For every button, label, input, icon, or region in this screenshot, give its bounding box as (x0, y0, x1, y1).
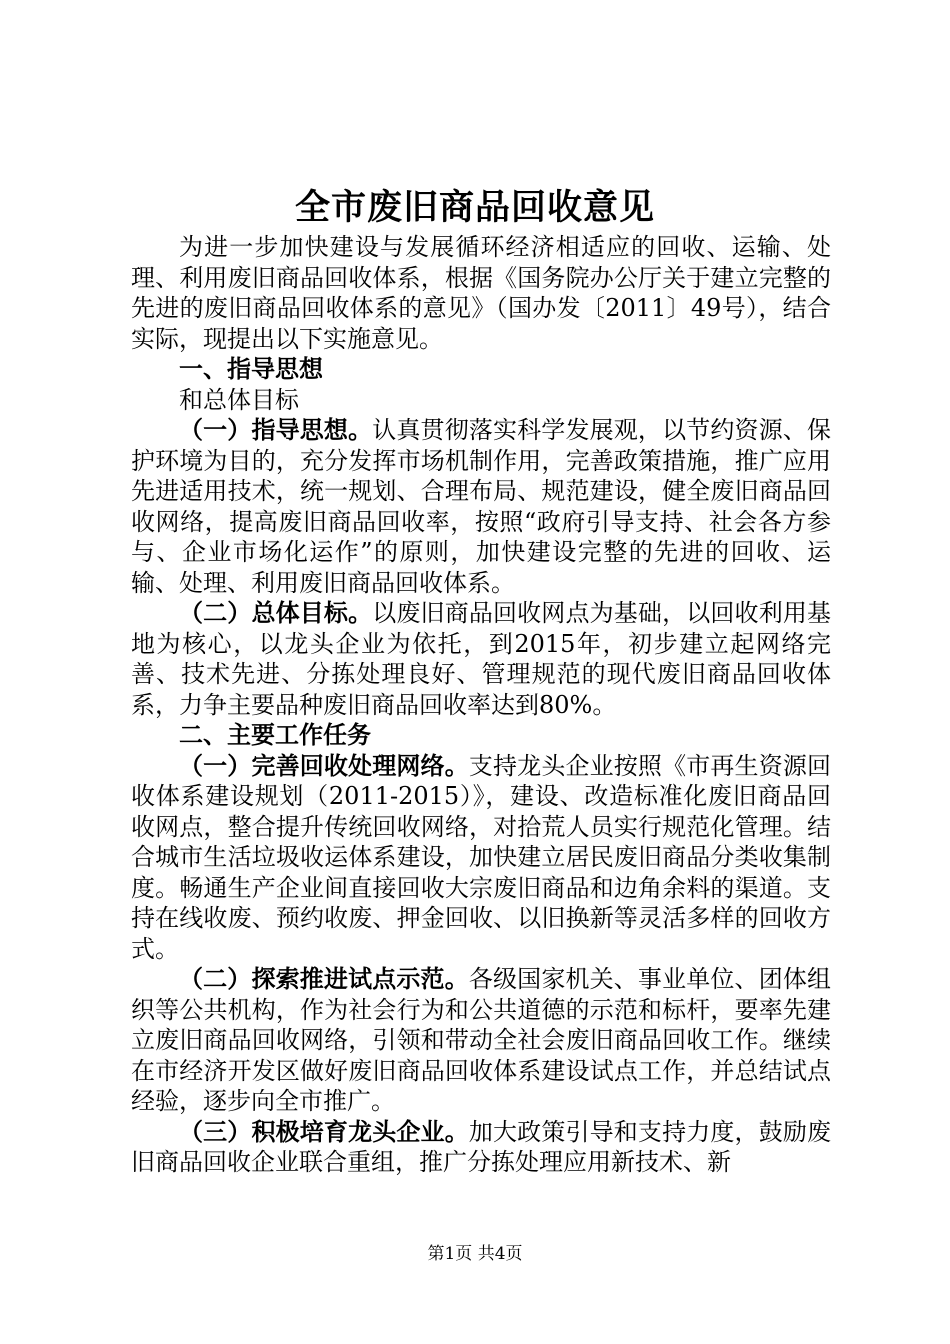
section1-paragraph-1 (131, 415, 831, 598)
section1-heading-cont: 和总体目标 (179, 385, 299, 414)
paragraph-text: 加大政策引导和支持力度，鼓励废旧商品回收企业联合重组，推广分拣处理应用新技术、新 (131, 1117, 832, 1176)
paragraph-text: 支持龙头企业按照《市再生资源回收体系建设规划（2011-2015）》，建设、改造标准化废旧商品回收网点，整合提升传统回收网络，对拾荒人员实行规范化管理。结合城市生活垃圾收运体系建设，加快建立居民废旧商品分类收集制度。畅通生产企业间直接回收大宗废旧商品和边角余料的渠道。支持在线收废、预约收废、押金回收、以旧换新等灵活多样的回收方式。 (131, 751, 832, 963)
section2-paragraph-2 (131, 964, 831, 1117)
paragraph-text: 认真贯彻落实科学发展观，以节约资源、保护环境为目的，充分发挥市场机制作用，完善政策措施，推广应用先进适用技术，统一规划、合理布局、规范建设，健全废旧商品回收网络，提高废旧商品回收率，按照“政府引导支持、社会各方参与、企业市场化运作”的原则，加快建设完整的先进的回收、运输、处理、利用废旧商品回收体系。 (131, 416, 832, 597)
paragraph-lead: （二）总体目标。 (179, 598, 373, 627)
document-title: 全市废旧商品回收意见 (294, 187, 655, 228)
paragraph-text: 各级国家机关、事业单位、团体组织等公共机构，作为社会行为和公共道德的示范和标杆，要率先建立废旧商品回收网络，引领和带动全社会废旧商品回收工作。继续在市经济开发区做好废旧商品回收体系建设试点工作，并总结试点经验，逐步向全市推广。 (131, 965, 832, 1115)
section2-paragraph-1 (131, 751, 831, 965)
intro-paragraph: 为进一步加快建设与发展循环经济相适应的回收、运输、处理、利用废旧商品回收体系，根据《国务院办公厅关于建立完整的先进的废旧商品回收体系的意见》（国办发〔2011〕49号），结合实际，现提出以下实施意见。 (131, 233, 831, 353)
paragraph-lead: （一）指导思想。 (179, 415, 373, 444)
paragraph-lead: （一）完善回收处理网络。 (179, 750, 469, 780)
document-body (131, 232, 831, 1178)
section1-paragraph-2 (131, 598, 831, 720)
paragraph-lead: （三）积极培育龙头企业。 (179, 1116, 469, 1146)
section2-heading: 二、主要工作任务 (179, 720, 371, 749)
paragraph-lead: （二）探索推进试点示范。 (179, 964, 469, 993)
paragraph-text: 以废旧商品回收网点为基础，以回收利用基地为核心，以龙头企业为依托，到2015年，初步建立起网络完善、技术先进、分拣处理良好、管理规范的现代废旧商品回收体系，力争主要品种废旧商品回收率达到80%。 (131, 599, 832, 719)
section2-paragraph-3 (131, 1117, 831, 1178)
section1-heading: 一、指导思想 (179, 354, 323, 383)
page-footer: 第1页 共4页 (427, 1244, 523, 1264)
